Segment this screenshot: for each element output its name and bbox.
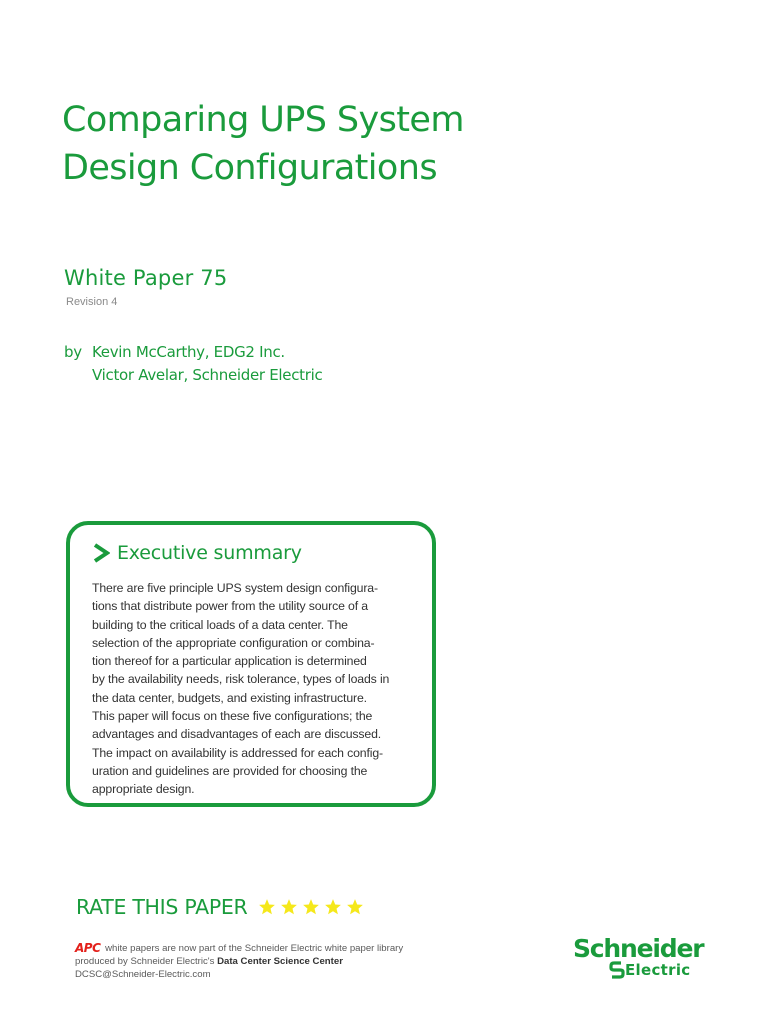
author-1: Kevin McCarthy, EDG2 Inc. [92,343,285,361]
schneider-mark-icon [609,961,625,979]
executive-summary-box [66,521,436,807]
schneider-electric-logo [573,934,715,980]
summary-line: tion thereof for a particular application is determined [92,654,367,669]
footer-line-1 [75,942,403,955]
footer-line-2 [75,955,403,968]
title-line-1: Comparing UPS System [62,100,464,140]
author-row-1 [64,341,322,364]
star-icon[interactable] [258,898,276,916]
authors-block [64,341,322,387]
footer-library-text: white papers are now part of the Schneider Electric white paper library [105,943,404,954]
logo-word-electric: Electric [625,961,691,979]
star-icon[interactable] [346,898,364,916]
summary-line: appropriate design. [92,782,195,797]
title-line-2: Design Configurations [62,148,437,188]
footer-email[interactable]: DCSC@Schneider-Electric.com [75,969,211,981]
summary-line: advantages and disadvantages of each are discussed. [92,727,382,742]
document-title [62,96,464,192]
executive-summary-text [92,579,432,799]
footer-text [75,942,403,982]
rating-stars[interactable] [258,898,364,916]
summary-line: the data center, budgets, and existing infrastructure. [92,690,367,705]
summary-line: building to the critical loads of a data center. The [92,617,348,632]
executive-summary-title: Executive summary [117,542,302,564]
rate-this-paper-label[interactable]: RATE THIS PAPER [76,895,248,919]
rate-this-paper[interactable] [76,893,364,921]
summary-line: by the availability needs, risk tolerance, types of loads in [92,672,390,687]
summary-line: There are five principle UPS system design configura- [92,581,378,595]
star-icon[interactable] [302,898,320,916]
star-icon[interactable] [324,898,342,916]
by-label: by [64,343,82,361]
summary-line: The impact on availability is addressed for each config- [92,745,383,760]
summary-line: tions that distribute power from the utility source of a [92,599,368,614]
author-2: Victor Avelar, Schneider Electric [92,366,323,384]
apc-logo: APC [75,941,101,955]
executive-summary-heading [92,541,302,565]
chevron-right-icon [92,543,110,563]
star-icon[interactable] [280,898,298,916]
white-paper-number: White Paper 75 [64,266,228,290]
footer-produced-by: produced by Schneider Electric's [75,956,215,968]
logo-word-schneider: Schneider [573,934,704,963]
summary-line: uration and guidelines are provided for choosing the [92,763,368,778]
summary-line: This paper will focus on these five configurations; the [92,709,373,724]
revision-label: Revision 4 [66,296,118,308]
summary-line: selection of the appropriate configuration or combina- [92,635,375,650]
author-row-2 [64,364,322,387]
footer-dcsc-name: Data Center Science Center [217,956,343,968]
